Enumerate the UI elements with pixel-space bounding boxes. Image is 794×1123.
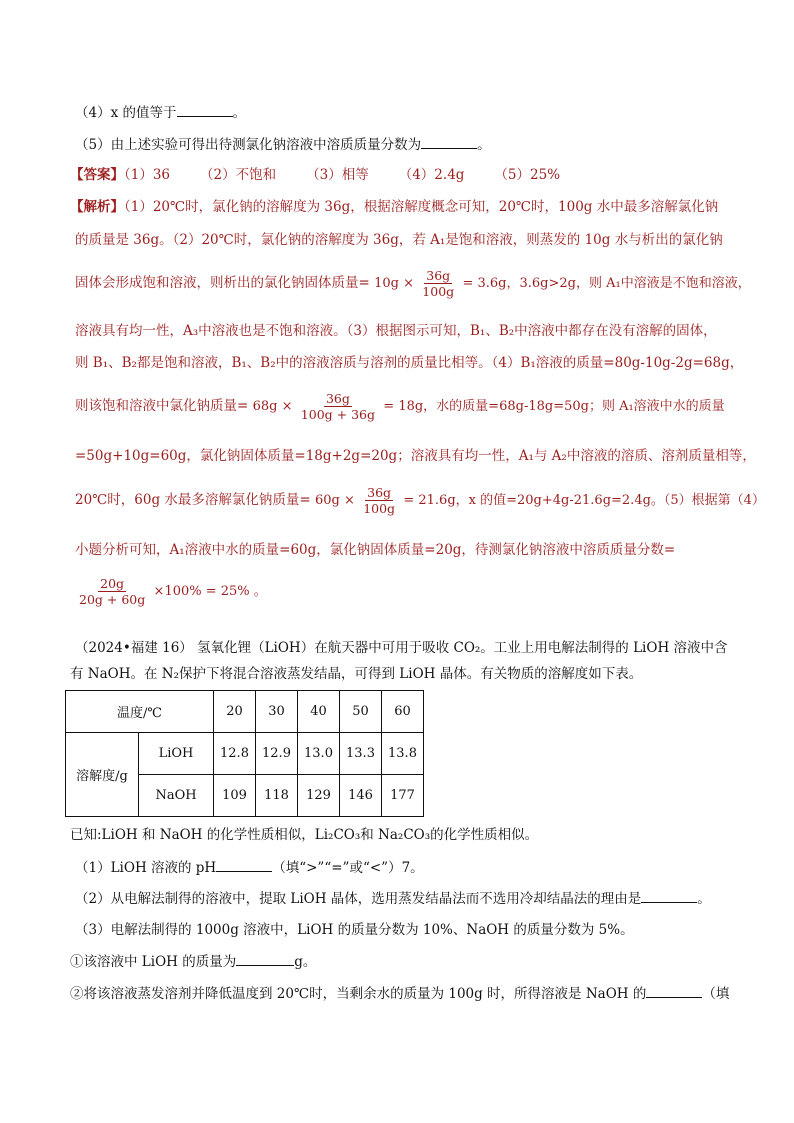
table-cell: 177 xyxy=(382,775,424,817)
answer-blank xyxy=(421,134,477,149)
analysis-line-5: 则 B₁、B₂都是饱和溶液，B₁、B₂中的溶液溶质与溶剂的质量比相等。（4）B₁溶液的质量=80g-10g-2g=68g， xyxy=(75,355,744,371)
known-info: 已知:LiOH 和 NaOH 的化学性质相似，Li₂CO₃和 Na₂CO₃的化学性质相似。 xyxy=(70,827,539,843)
solubility-table xyxy=(65,690,424,817)
question-5: （5）由上述实验可得出待测氯化钠溶液中溶质质量分数为 。 xyxy=(75,134,491,155)
fraction: $\frac{36g}{100g}$ xyxy=(363,485,396,516)
table-cell: 12.9 xyxy=(256,733,298,775)
table-cell: 13.3 xyxy=(340,733,382,775)
table-cell: 118 xyxy=(256,775,298,817)
analysis-line-7: =50g+10g=60g，氯化钠固体质量=18g+2g=20g；溶液具有均一性，A₁与 A₂中溶液的溶质、溶剂质量相等， xyxy=(75,448,756,464)
substance-name: NaOH xyxy=(139,775,214,817)
problem-line-2: 有 NaOH。在 N₂保护下将混合溶液蒸发结晶，可得到 LiOH 晶体。有关物质的溶解度如下表。 xyxy=(70,666,643,682)
answer-blank xyxy=(641,888,697,903)
analysis-line-4: 溶液具有均一性，A₃中溶液也是不饱和溶液。（3）根据图示可知，B₁、B₂中溶液中都存在没有溶解的固体， xyxy=(75,323,717,339)
solubility-label: 溶解度/g xyxy=(66,733,139,817)
analysis-line-1: 【解析】（1）20℃时，氯化钠的溶解度为 36g，根据溶解度概念可知，20℃时，100g 水中最多溶解氯化钠 xyxy=(70,199,719,215)
table-cell: 129 xyxy=(298,775,340,817)
answer-blank xyxy=(646,983,702,998)
analysis-line-3: 固体会形成饱和溶液，则析出的氯化钠固体质量= 10g × $\frac{36g}{100g}$ = 3.6g，3.6g>2g，则 A₁中溶液是不饱和溶液， xyxy=(75,268,751,299)
table-cell: 12.8 xyxy=(214,733,256,775)
analysis-line-9: 小题分析可知，A₁溶液中水的质量=60g，氯化钠固体质量=20g，待测氯化钠溶液中溶质质量分数= xyxy=(75,542,676,558)
sub-question-3: （3）电解法制得的 1000g 溶液中，LiOH 的质量分数为 10%、NaOH 的质量分数为 5%。 xyxy=(75,922,634,938)
fraction: $\frac{20g}{20g + 60g}$ xyxy=(79,576,146,607)
fraction: $\frac{36g}{100g + 36g}$ xyxy=(300,391,375,422)
temp-cell: 20 xyxy=(214,691,256,733)
table-cell: 146 xyxy=(340,775,382,817)
temp-cell: 60 xyxy=(382,691,424,733)
answer-blank xyxy=(216,857,272,872)
answer-line: 【答案】（1）36 （2）不饱和 （3）相等 （4）2.4g （5）25% xyxy=(70,167,561,183)
table-cell: 13.8 xyxy=(382,733,424,775)
temperature-header: 温度/℃ xyxy=(66,691,214,733)
sub-question-1: （1）LiOH 溶液的 pH （填“>”“=”或“<”）7。 xyxy=(75,857,424,878)
temp-cell: 50 xyxy=(340,691,382,733)
analysis-line-2: 的质量是 36g。（2）20℃时，氯化钠的溶解度为 36g，若 A₁是饱和溶液，则蒸发的 10g 水与析出的氯化钠 xyxy=(75,232,723,248)
table-cell: 13.0 xyxy=(298,733,340,775)
analysis-line-8: 20℃时，60g 水最多溶解氯化钠质量= 60g × $\frac{36g}{100g}$ = 21.6g，x 的值=20g+4g-21.6g=2.4g。（5）根据第（4） xyxy=(75,485,765,516)
temp-cell: 30 xyxy=(256,691,298,733)
sub-question-3-2: ②将该溶液蒸发溶剂并降低温度到 20℃时，当剩余水的质量为 100g 时，所得溶液是 NaOH 的 （填 xyxy=(70,983,729,1004)
question-4: （4）x 的值等于 。 xyxy=(75,102,246,123)
sub-question-2: （2）从电解法制得的溶液中，提取 LiOH 晶体，选用蒸发结晶法而不选用冷却结晶法的理由是 。 xyxy=(75,888,711,909)
analysis-line-6: 则该饱和溶液中氯化钠质量= 68g × $\frac{36g}{100g + 36g}$ = 18g，水的质量=68g-18g=50g；则 A₁溶液中水的质量 xyxy=(75,391,725,422)
analysis-line-10: $\frac{20g}{20g + 60g}$ ×100% = 25% 。 xyxy=(79,576,267,607)
fraction: $\frac{36g}{100g}$ xyxy=(422,268,455,299)
problem-line-1: （2024•福建 16） 氢氧化锂（LiOH）在航天器中可用于吸收 CO₂。工业上用电解法制得的 LiOH 溶液中含 xyxy=(75,640,728,656)
answer-blank xyxy=(236,951,294,966)
answer-blank xyxy=(177,102,233,117)
temp-cell: 40 xyxy=(298,691,340,733)
substance-name: LiOH xyxy=(139,733,214,775)
table-cell: 109 xyxy=(214,775,256,817)
sub-question-3-1: ①该溶液中 LiOH 的质量为 g。 xyxy=(70,951,316,972)
